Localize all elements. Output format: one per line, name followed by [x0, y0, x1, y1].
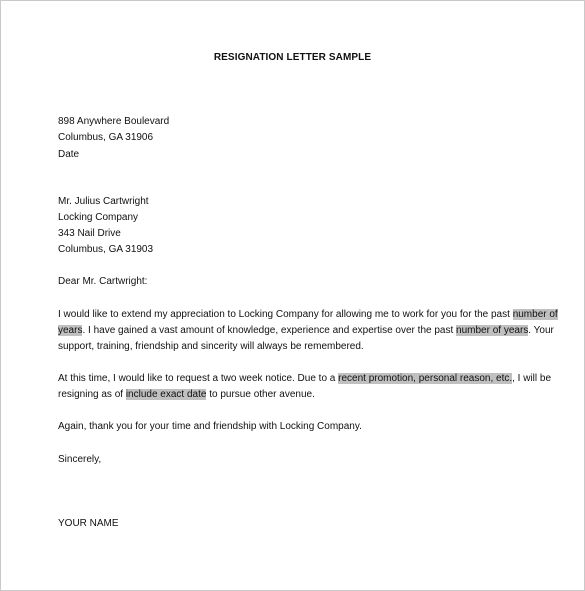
p2-text-b: , I will be	[512, 373, 552, 384]
document-title: RESIGNATION LETTER SAMPLE	[213, 52, 372, 63]
letter-date: Date	[58, 149, 80, 160]
p1-text-c: . Your	[528, 325, 554, 336]
closing: Sincerely,	[58, 454, 102, 465]
recipient-name: Mr. Julius Cartwright	[58, 196, 149, 207]
placeholder-highlight: include exact date	[125, 389, 207, 400]
sender-address-line2: Columbus, GA 31906	[58, 132, 154, 143]
paragraph-3: Again, thank you for your time and friendship with Locking Company.	[58, 421, 362, 432]
p2-text-c: resigning as of	[58, 389, 126, 400]
salutation: Dear Mr. Cartwright:	[58, 276, 148, 287]
paragraph-1-line-3: support, training, friendship and sincerity will always be remembered.	[58, 341, 364, 352]
placeholder-highlight: number of	[512, 309, 558, 320]
p1-text-b: . I have gained a vast amount of knowledge, experience and expertise over the past	[82, 325, 457, 336]
paragraph-2-line-1	[58, 371, 551, 387]
paragraph-1-line-1	[58, 307, 558, 323]
placeholder-highlight: recent promotion, personal reason, etc.	[338, 373, 513, 384]
recipient-company: Locking Company	[58, 212, 139, 223]
paragraph-2-line-2	[58, 387, 315, 403]
paragraph-1-line-2	[58, 323, 554, 339]
p2-text-a: At this time, I would like to request a two week notice. Due to a	[58, 373, 339, 384]
signature-name: YOUR NAME	[58, 518, 119, 529]
placeholder-highlight: number of years	[456, 325, 529, 336]
sender-address-line1: 898 Anywhere Boulevard	[58, 116, 170, 127]
recipient-city: Columbus, GA 31903	[58, 244, 154, 255]
recipient-street: 343 Nail Drive	[58, 228, 121, 239]
placeholder-highlight: years	[58, 325, 83, 336]
p2-text-d: to pursue other avenue.	[206, 389, 315, 400]
p1-text-a: I would like to extend my appreciation to Locking Company for allowing me to work for you for the past	[58, 309, 513, 320]
